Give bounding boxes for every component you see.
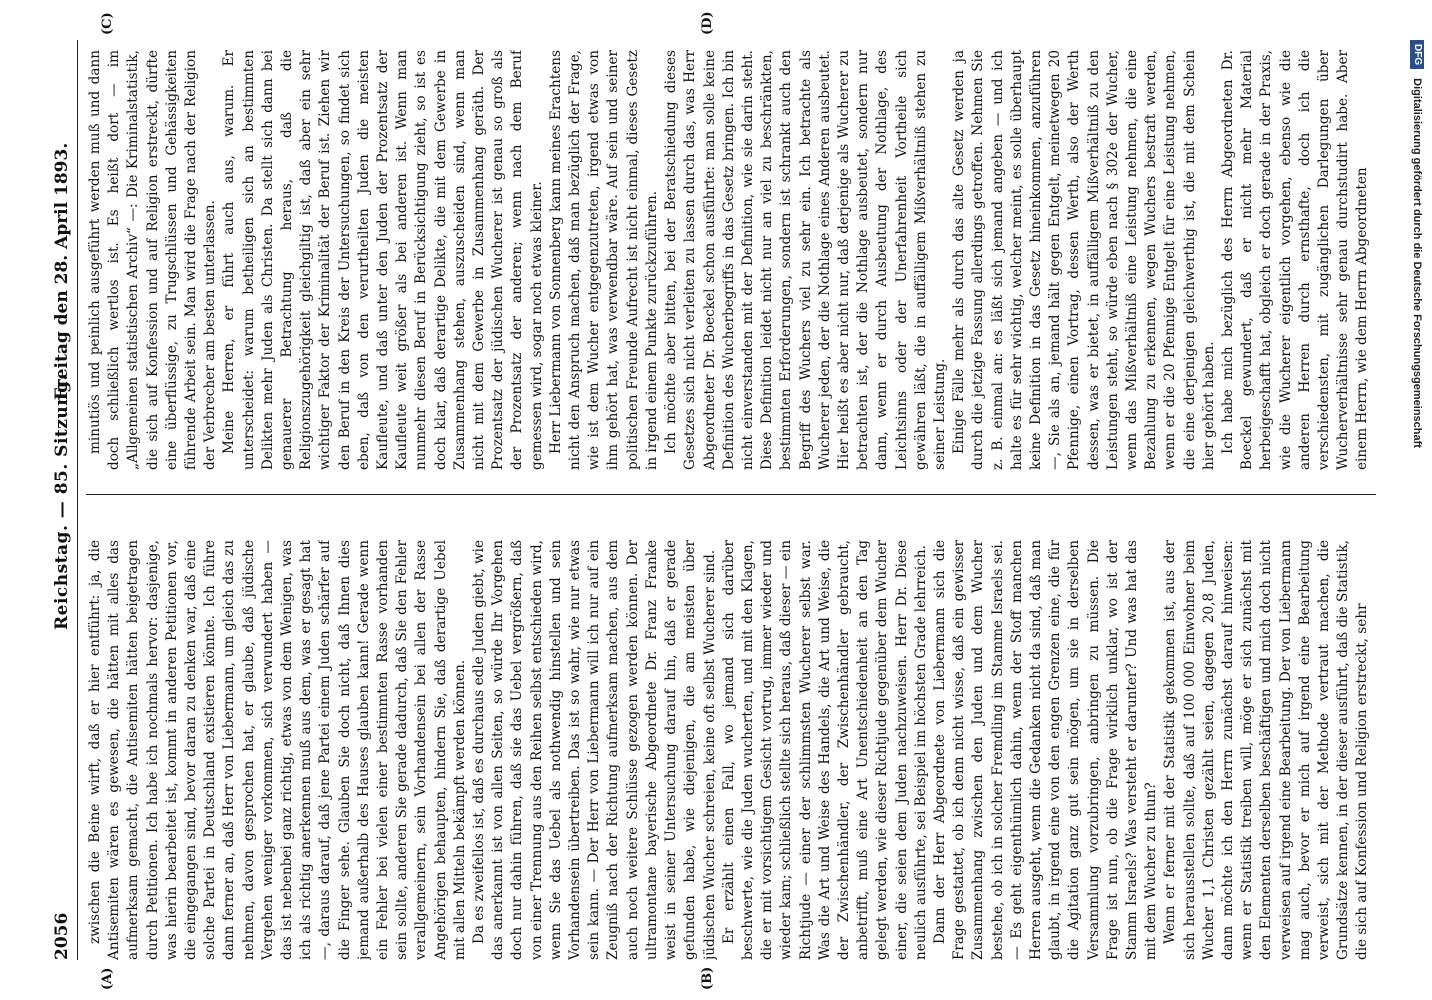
paragraph: Meine Herren, er führt auch aus, warum. Er unterscheidet: warum betheiligen sich an bestimmten Delikten mehr Juden als Christen. Da stellt sich dann bei genauerer Betrachtung heraus, daß die Religionszugehörigkeit gleichgiltig ist, daß aber ein sehr wichtiger Faktor der Kriminalität der Beruf ist. Ziehen wir den Beruf in den Kreis der Untersuchungen, so findet sich eben, daß von den verurtheilten Juden die meisten Kaufleute, und daß unter den Juden der Prozentsatz der Kaufleute weit größer als bei anderen ist. Wenn man nunmehr diesen Beruf in Berücksichtigung zieht, so ist es doch klar, daß derartige Delikte, die mit dem Gewerbe in Zusammenhang stehen, auszuscheiden sind, wenn man nicht mit dem Gewerbe in Zusammenhang geräth. Der Prozentsatz der jüdischen Wucherer ist genau so groß als der Prozentsatz der anderen; wenn nach dem Beruf gemessen wird, sogar noch etwas kleiner.	[221, 50, 545, 470]
paragraph: Wenn er ferner mit der Statistik gekommen ist, aus der sich herausstellen sollte, daß auf 100 000 Einwohner beim Wucher 1,1 Christen gezählt seien, dagegen 20,8 Juden, dann möchte ich den Herrn zunächst darauf hinweisen: wenn er Statistik treiben will, möge er sich zunächst mit den Elementen derselben beschäftigen und mich doch nicht verweisen auf irgend eine Bearbeitung. Der von Liebermann mag auch, bevor er mich auf irgend eine Bearbeitung verweist, sich mit der Methode vertraut machen, die Grundsätze kennen, in der dieser ausführt, daß die Statistik, die sich auf Konfession und Religion erstreckt, sehr	[1162, 540, 1371, 960]
paragraph: Einige Fälle mehr als durch das alte Gesetz werden ja durch die jetzige Fassung allerdings getroffen. Nehmen Sie z. B. einmal an: es läßt sich jemand angeben — und ich halte es für sehr wichtig, welcher meint, es solle überhaupt keine Definition in das Gesetz hineinkommen, anzuführen —, Sie als an, jemand hält gegen Entgelt, meinetwegen 20 Pfennige, einen Vortrag, dessen Werth, also der Werth dessen, was er bietet, in auffälligem Mißverhältniß zu den Leistungen steht, so würde eben nach § 302e der Wucher, wenn das Mißverhältniß eine Leistung nehmen, die eine Bezahlung zu erkennen, wegen Wuchers bestraft werden, wenn er die 20 Pfennige Entgelt für eine Leistung nehmen, die eine derjenigen gleichwerthig ist, die mit dem Schein hier gehört haben.	[951, 50, 1217, 470]
paragraph: Ich habe mich bezüglich des Herrn Abgeordneten Dr. Boeckel gewundert, daß er nicht mehr Material herbeigeschafft hat, obgleich er doch gerade in der Praxis, wie die Wucherer eigentlich vorgehen, ebenso wie die anderen Herren durch ernsthafte, doch ich die verschiedensten, mit zugänglichen Darlegungen über Wucherverhältnisse sehr genau durchstudirt habe. Aber einem Herrn, wie dem Herrn Abgeordneten	[1219, 50, 1371, 470]
session-date: Freitag den 28. April 1893.	[52, 142, 72, 400]
text-column-left	[86, 540, 1376, 960]
text-column-right	[86, 50, 1376, 470]
margin-mark-d: (D)	[700, 11, 715, 35]
header-rule	[77, 40, 78, 960]
dfg-credit-strip	[1405, 40, 1429, 940]
page-number: 2056	[52, 912, 72, 960]
digitization-credit: Digitalisierung gefördert durch die Deutsche Forschungsgemeinschaft	[1411, 78, 1423, 448]
paragraph: zwischen die Beine wirft, daß er hier entführt: ja, die Antisemiten wären es gewesen, die hätten mit alles das aufmerksam gemacht, die Antisemiten hätten beigetragen durch Petitionen. Ich habe ich nochmals hervor: dasjenige, was hierin bearbeitet ist, kommt in anderen Petitionen vor, die eingegangen sind, bevor daran zu denken war, daß eine solche Partei in Deutschland existieren könnte. Ich führe dann ferner an, daß Herr von Liebermann, um gleich das zu nehmen, davon gesprochen hat, er glaube, daß jüdische Vergehen weniger vorkommen, sich verwundert haben — das ist nebenbei ganz richtig, etwas von dem Wenigen, was ich als richtig anerkennen muß aus dem, was er gesagt hat —, daraus darauf, daß jene Partei einem Juden schärfer auf die Finger sehe. Glauben Sie doch nicht, daß Ihnen dies jemand außerhalb des Hauses glauben kann! Gerade wenn ein Fehler bei vielen einer bestimmten Rasse vorhanden sein sollte, anderen Sie gerade dadurch, daß Sie den Fehler verallgemeinern, sein Vorhandensein bei allen der Rasse Angehörigen behaupten, hindern Sie, daß derartige Uebel mit allen Mitteln bekämpft werden können.	[87, 540, 468, 960]
page-header	[52, 40, 74, 960]
column-divider	[86, 494, 1376, 495]
session-title: Reichstag. — 85. Sitzung.	[52, 374, 72, 630]
paragraph: Er erzählt einen Fall, wo jemand sich darüber beschwerte, wie die Juden wucherten, und mit den Klagen, die er mit vorsichtigem Gesicht vortrug, immer wieder und wieder kam; schließlich stellte sich heraus, daß dieser — ein Richtjude — einer der schlimmsten Wucherer selbst war. Was die Art und Weise des Handels, die Art und Weise, die der Zwischenhändler, der Zwischenhändler gebraucht, anbetrifft, muß eine Art Unentschiedenheit an den Tag gelegt werden, wie dieser Richtjude gegenüber dem Wucher einer, die seien dem Juden nachzuweisen. Herr Dr. Diese neulich ausführte, sei Beispiel im höchsten Grade lehrreich.	[720, 540, 929, 960]
margin-mark-b: (B)	[700, 966, 715, 990]
dfg-logo: DFG	[1410, 40, 1424, 69]
paragraph: minutiös und peinlich ausgeführt werden muß und dann doch schließlich wertlos ist. Es heißt dort — im „Allgemeinen statistischen Archiv“ —: Die Kriminalstatistik, die sich auf Konfession und auf Religion erstreckt, dürfte eine überflüssige, zu Trugschlüssen und Gehässigkeiten führende Arbeit sein. Man wird die Frage nach der Religion der Verbrecher am besten unterlassen.	[87, 50, 219, 470]
paragraph: Da es zweifellos ist, daß es durchaus edle Juden giebt, wie das anerkannt ist von allen Seiten, so würde Ihr Vorgehen doch nur dahin führen, daß sie das Uebel vergrößern, daß von einer Trennung aus den Reihen selbst entschieden wird, wenn Sie das Uebel als nothwendig hinstellen und sein Vorhandensein übertreiben. Das ist so wahr, wie nur etwas sein kann. — Der Herr von Liebermann will ich nur auf ein Zeugniß nach der Richtung aufmerksam machen, aus dem auch noch weitere Schlüsse gezogen werden können. Der ultramontane bayerische Abgeordnete Dr. Franz Franke weist in seiner Untersuchung darauf hin, daß er gerade gefunden habe, wie diejenigen, die am meisten über jüdischen Wucher schreien, keine oft selbst Wucherer sind.	[471, 540, 718, 960]
margin-mark-a: (A)	[100, 967, 115, 990]
paragraph: Ich möchte aber bitten, bei der Beratschiedung dieses Gesetzes sich nicht verleiten zu lassen durch das, was Herr Abgeordneter Dr. Boeckel schon ausführte: man solle keine Definition des Wucherbegriffs in das Gesetz bringen. Ich bin nicht einverstanden mit der Definition, wie sie darin steht. Diese Definition leidet nicht nur an viel zu beschränkten, bestimmten Erforderungen, sondern ist schrankt auch den Begriff des Wuchers viel zu sehr ein. Ich betrachte als Wucherer jeden, der die Nothlage eines Anderen ausbeutet. Hier heißt es aber nicht nur, daß derjenige als Wucherer zu betrachten ist, der die Nothlage ausbeutet, sondern nur dann, wenn er durch Ausbeutung der Nothlage, des Leichtsinns oder der Unerfahrenheit Vortheile sich gewähren läßt, die in auffälligem Mißverhältniß stehen zu seiner Leistung.	[663, 50, 948, 470]
margin-mark-c: (C)	[100, 12, 115, 35]
paragraph: Dann der Herr Abgeordnete von Liebermann sich die Frage gestattet, ob ich denn nicht wisse, daß ein gewisser Zusammenhang zwischen den Juden und dem Wucher bestehe, ob ich in solcher Fremdling im Stamme Israels sei. — Es geht eigenthümlich dahin, wenn der Stoff manchen Herren ausgeht, wenn die Gedanken nicht da sind, daß man glaubt, in irgend eine von den engen Grenzen eine, die für die Agitation ganz gut sein mögen, um sie in derselben Versammlung vorzubringen, anbringen zu müssen. Die Frage ist nun, ob die Frage wirklich unklar, wo ist der Stamm Israels? Was versteht er darunter? Und was hat das mit dem Wucher zu thun?	[931, 540, 1160, 960]
paragraph: Herr Liebermann von Sonnenberg kann meines Erachtens nicht den Anspruch machen, daß man bezüglich der Frage, wie ist dem Wucher entgegenzutreten, irgend etwas von ihm gehört hat, was verwendbar wäre. Auf sein und seiner politischen Freunde Aufrecht ist nicht einmal, dieses Gesetz in irgend einem Punkte zurückzuführen.	[547, 50, 660, 470]
